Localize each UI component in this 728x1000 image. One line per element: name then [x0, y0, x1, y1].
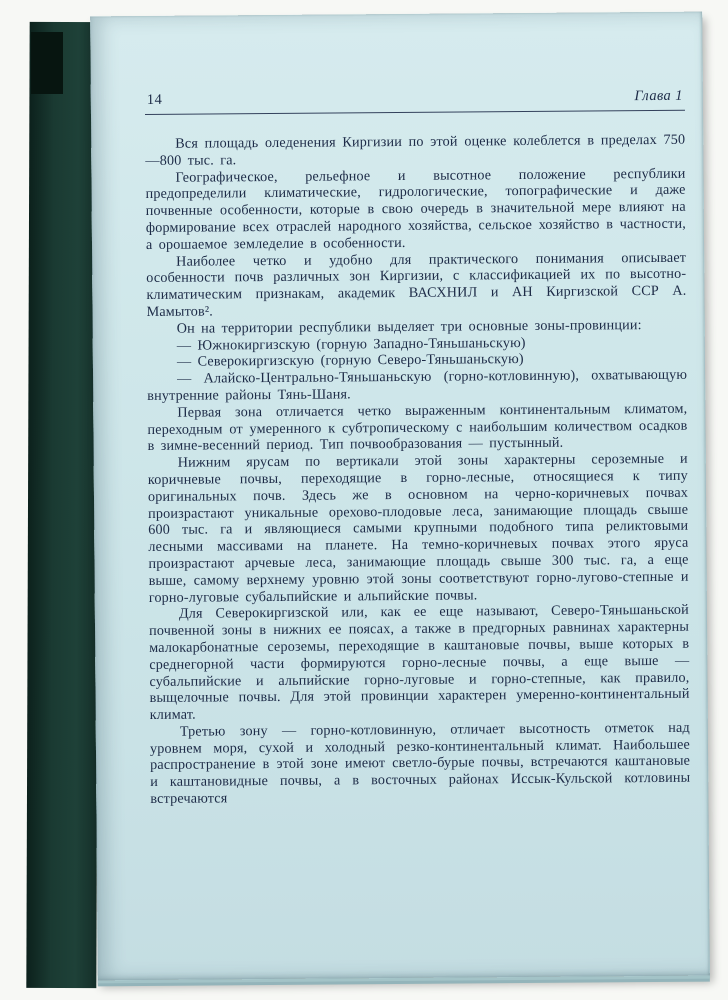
paragraph: Первая зона отличается четко выраженным континентальным климатом, переходным от умеренного к субтропическому с наибольшим количеством осадков в зимне-весенний период. Тип почвообразования — пустынный. [147, 400, 688, 455]
paragraph: Он на территории республики выделяет три основные зоны-провинции: [176, 316, 642, 337]
paragraph: Географическое, рельефное и высотное положение республики предопределили климатические, гидрологические, топографические и даже почвенные особенности, которые в свою очередь в значительной мере влияют на формирование всех отраслей народного хозяйства, сельское хозяйство в частности, а орошаемое земледелие в особенности. [145, 165, 686, 253]
paragraph: Для Северокиргизской или, как ее еще называют, Северо-Тяньшаньской почвенной зоны в нижних ее поясах, а также в предгорных равнинах характерны малокарбонатные сероземы, переходящие в каштановые почвы, выше которых в среднегорной части формируются горно-лесные почвы, а еще выше — субальпийские и альпийские горно-луговые и горно-степные, как правило, выщелочные почвы. Для этой провинции характерен умеренно-континентальный климат. [148, 602, 690, 724]
list-item-zone-south: — Южнокиргизскую (горную Западно-Тяньшаньскую) [176, 334, 526, 354]
page [90, 12, 710, 981]
page-header [145, 88, 685, 109]
paragraph: Нижним ярусам по вертикали этой зоны характерны сероземные и коричневые почвы, переходящие в горно-лесные, относящиеся к типу оригинальных почв. Здесь же в основном на черно-коричневых почвах произрастают уникальные орехово-плодовые леса, занимающие площадь свыше 600 тыс. га и являющиеся самыми крупными подобного типа реликтовыми лесными массивами на планете. На темно-коричневых почвах этого яруса произрастают арчевые леса, занимающие площадь свыше 300 тыс. га, а еще выше, самому верхнему уровню этой зоны соответствуют горно-лугово-степные и горно-луговые субальпийские и альпийские почвы. [147, 450, 689, 606]
paragraph: Вся площадь оледенения Киргизии по этой оценке колеблется в пределах 750—800 тыс. га. [145, 131, 686, 169]
list-item-zone-alai: — Алайско-Центрально-Тяньшаньскую (горно-котловинную), охватывающую внутренние районы Тянь-Шаня. [147, 366, 688, 404]
list-item-zone-north: — Северокиргизскую (горную Северо-Тяньшаньскую) [176, 351, 524, 371]
book-cover-notch [31, 32, 63, 94]
body-text [145, 132, 690, 808]
header-rule [145, 110, 685, 115]
page-content [145, 88, 691, 808]
paragraph: Третью зону — горно-котловинную, отличает высотность отметок над уровнем моря, сухой и холодный резко-континентальный климат. Наибольшее распространение в этой зоне имеют светло-бурые почвы, встречаются каштановые и каштановидные почвы, а в восточных районах Иссык-Кульской котловины встречаются [149, 719, 691, 808]
page-number: 14 [146, 91, 163, 108]
paragraph: Наиболее четко и удобно для практического понимания описывает особенности почв различных зон Киргизии, с классификацией их по высотно-климатическим признакам, академик ВАСХНИЛ и АН Киргизской ССР А. Мамытов². [146, 249, 687, 320]
chapter-title: Глава 1 [634, 87, 683, 105]
book-cover-edge [26, 22, 99, 988]
